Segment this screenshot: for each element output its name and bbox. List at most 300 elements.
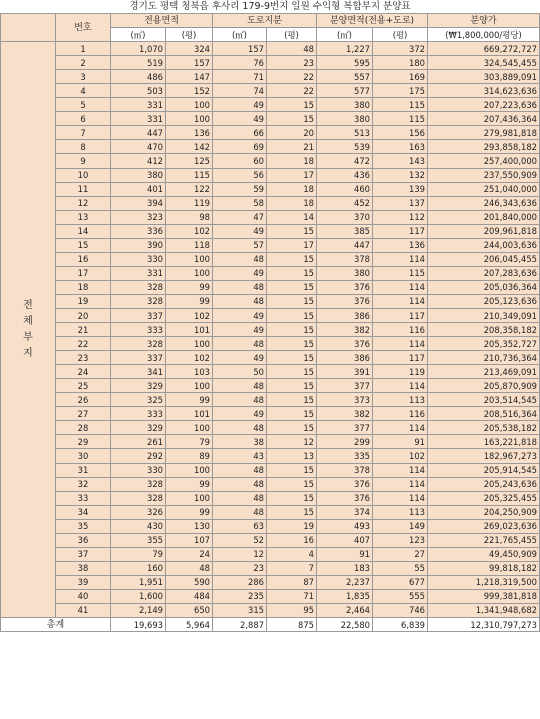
table-row <box>1 603 540 617</box>
table-cell: 22 <box>267 84 317 98</box>
table-cell: 669,272,727 <box>428 42 540 56</box>
table-cell: 115 <box>373 266 428 280</box>
row-number: 12 <box>56 196 111 210</box>
table-cell: 55 <box>373 561 428 575</box>
table-cell: 328 <box>111 280 166 294</box>
table-cell: 99 <box>166 505 213 519</box>
table-cell: 1,951 <box>111 575 166 589</box>
unit-m2: (㎡) <box>111 28 166 42</box>
table-cell: 100 <box>166 252 213 266</box>
table-cell: 91 <box>317 547 373 561</box>
table-cell: 314,623,636 <box>428 84 540 98</box>
table-cell: 147 <box>166 70 213 84</box>
table-cell: 123 <box>373 533 428 547</box>
table-row <box>1 547 540 561</box>
row-number: 41 <box>56 603 111 617</box>
table-row <box>1 98 540 112</box>
table-row <box>1 196 540 210</box>
table-cell: 113 <box>373 505 428 519</box>
table-cell: 60 <box>213 154 267 168</box>
total-label: 총계 <box>1 618 111 632</box>
table-cell: 18 <box>267 196 317 210</box>
table-row <box>1 505 540 519</box>
table-cell: 299 <box>317 435 373 449</box>
table-cell: 114 <box>373 491 428 505</box>
table-cell: 15 <box>267 112 317 126</box>
total-cell: 6,839 <box>373 618 428 632</box>
table-cell: 257,400,000 <box>428 154 540 168</box>
unit-m2: (㎡) <box>317 28 373 42</box>
row-number: 27 <box>56 407 111 421</box>
row-number: 2 <box>56 56 111 70</box>
table-row <box>1 42 540 56</box>
row-number: 35 <box>56 519 111 533</box>
table-cell: 49 <box>213 323 267 337</box>
table-cell: 401 <box>111 182 166 196</box>
table-row <box>1 84 540 98</box>
table-row <box>1 294 540 308</box>
table-row <box>1 407 540 421</box>
table-cell: 107 <box>166 533 213 547</box>
table-cell: 17 <box>267 168 317 182</box>
table-cell: 116 <box>373 323 428 337</box>
table-cell: 235 <box>213 589 267 603</box>
table-cell: 15 <box>267 491 317 505</box>
table-cell: 119 <box>166 196 213 210</box>
table-cell: 447 <box>111 126 166 140</box>
table-cell: 103 <box>166 365 213 379</box>
total-row <box>1 618 540 632</box>
table-cell: 163,221,818 <box>428 435 540 449</box>
table-row <box>1 463 540 477</box>
table-cell: 117 <box>373 224 428 238</box>
row-number: 1 <box>56 42 111 56</box>
table-row <box>1 519 540 533</box>
row-number: 8 <box>56 140 111 154</box>
table-cell: 12 <box>213 547 267 561</box>
table-cell: 114 <box>373 337 428 351</box>
table-cell: 394 <box>111 196 166 210</box>
table-cell: 380 <box>317 98 373 112</box>
table-row <box>1 365 540 379</box>
table-cell: 407 <box>317 533 373 547</box>
row-number: 30 <box>56 449 111 463</box>
table-cell: 91 <box>373 435 428 449</box>
table-row <box>1 561 540 575</box>
table-cell: 101 <box>166 407 213 421</box>
table-cell: 333 <box>111 407 166 421</box>
table-cell: 1,218,319,500 <box>428 575 540 589</box>
table-row <box>1 112 540 126</box>
table-row <box>1 435 540 449</box>
table-cell: 49 <box>213 224 267 238</box>
table-cell: 205,243,636 <box>428 477 540 491</box>
table-cell: 22 <box>267 70 317 84</box>
table-cell: 746 <box>373 603 428 617</box>
table-cell: 136 <box>166 126 213 140</box>
table-cell: 99 <box>166 294 213 308</box>
table-cell: 386 <box>317 351 373 365</box>
table-cell: 48 <box>213 477 267 491</box>
table-cell: 1,341,948,682 <box>428 603 540 617</box>
table-cell: 378 <box>317 252 373 266</box>
table-cell: 49,450,909 <box>428 547 540 561</box>
table-cell: 15 <box>267 477 317 491</box>
table-cell: 329 <box>111 421 166 435</box>
side-label: 전 체 부 지 <box>1 42 56 618</box>
table-cell: 204,250,909 <box>428 505 540 519</box>
table-cell: 71 <box>213 70 267 84</box>
row-number: 5 <box>56 98 111 112</box>
table-cell: 336 <box>111 224 166 238</box>
table-cell: 49 <box>213 407 267 421</box>
table-cell: 460 <box>317 182 373 196</box>
table-cell: 49 <box>213 308 267 322</box>
row-number: 21 <box>56 323 111 337</box>
table-cell: 100 <box>166 98 213 112</box>
table-row <box>1 351 540 365</box>
table-cell: 213,469,091 <box>428 365 540 379</box>
table-cell: 89 <box>166 449 213 463</box>
table-cell: 303,889,091 <box>428 70 540 84</box>
table-cell: 49 <box>213 266 267 280</box>
table-row <box>1 379 540 393</box>
table-cell: 139 <box>373 182 428 196</box>
table-cell: 48 <box>213 505 267 519</box>
table-row <box>1 266 540 280</box>
table-cell: 160 <box>111 561 166 575</box>
table-cell: 208,516,364 <box>428 407 540 421</box>
table-cell: 331 <box>111 98 166 112</box>
table-cell: 436 <box>317 168 373 182</box>
table-cell: 15 <box>267 379 317 393</box>
table-cell: 15 <box>267 280 317 294</box>
row-number: 28 <box>56 421 111 435</box>
table-row <box>1 575 540 589</box>
table-cell: 206,045,455 <box>428 252 540 266</box>
table-cell: 48 <box>213 393 267 407</box>
table-cell: 373 <box>317 393 373 407</box>
table-cell: 203,514,545 <box>428 393 540 407</box>
row-number: 40 <box>56 589 111 603</box>
total-cell: 22,580 <box>317 618 373 632</box>
table-cell: 999,381,818 <box>428 589 540 603</box>
table-cell: 175 <box>373 84 428 98</box>
table-cell: 101 <box>166 323 213 337</box>
table-cell: 114 <box>373 379 428 393</box>
table-cell: 156 <box>373 126 428 140</box>
table-row <box>1 210 540 224</box>
table-cell: 136 <box>373 238 428 252</box>
row-number: 13 <box>56 210 111 224</box>
row-number: 16 <box>56 252 111 266</box>
table-cell: 100 <box>166 463 213 477</box>
table-cell: 100 <box>166 337 213 351</box>
table-cell: 15 <box>267 337 317 351</box>
unit-pyeong: (평) <box>267 28 317 42</box>
table-row <box>1 393 540 407</box>
table-cell: 539 <box>317 140 373 154</box>
table-cell: 15 <box>267 294 317 308</box>
table-cell: 205,036,364 <box>428 280 540 294</box>
table-cell: 380 <box>111 168 166 182</box>
table-cell: 19 <box>267 519 317 533</box>
table-cell: 555 <box>373 589 428 603</box>
table-cell: 207,436,364 <box>428 112 540 126</box>
table-cell: 292 <box>111 449 166 463</box>
unit-m2: (㎡) <box>213 28 267 42</box>
table-cell: 116 <box>373 407 428 421</box>
table-cell: 324 <box>166 42 213 56</box>
header-corner <box>1 14 56 42</box>
table-cell: 122 <box>166 182 213 196</box>
table-row <box>1 589 540 603</box>
table-cell: 152 <box>166 84 213 98</box>
table-row <box>1 56 540 70</box>
table-cell: 326 <box>111 505 166 519</box>
table-cell: 137 <box>373 196 428 210</box>
table-cell: 484 <box>166 589 213 603</box>
table-cell: 513 <box>317 126 373 140</box>
table-cell: 355 <box>111 533 166 547</box>
table-cell: 142 <box>166 140 213 154</box>
table-cell: 50 <box>213 365 267 379</box>
table-cell: 48 <box>213 491 267 505</box>
table-cell: 38 <box>213 435 267 449</box>
table-cell: 209,961,818 <box>428 224 540 238</box>
row-number: 20 <box>56 308 111 322</box>
table-cell: 47 <box>213 210 267 224</box>
table-cell: 48 <box>213 252 267 266</box>
table-cell: 447 <box>317 238 373 252</box>
table-cell: 100 <box>166 421 213 435</box>
table-cell: 4 <box>267 547 317 561</box>
table-cell: 324,545,455 <box>428 56 540 70</box>
table-cell: 331 <box>111 112 166 126</box>
table-cell: 328 <box>111 491 166 505</box>
table-cell: 117 <box>373 308 428 322</box>
table-cell: 117 <box>373 351 428 365</box>
table-cell: 205,538,182 <box>428 421 540 435</box>
table-cell: 15 <box>267 407 317 421</box>
table-cell: 377 <box>317 379 373 393</box>
row-number: 22 <box>56 337 111 351</box>
total-cell: 875 <box>267 618 317 632</box>
header-number: 번호 <box>56 14 111 42</box>
table-cell: 269,023,636 <box>428 519 540 533</box>
unit-pyeong: (평) <box>373 28 428 42</box>
table-cell: 23 <box>213 561 267 575</box>
table-cell: 132 <box>373 168 428 182</box>
table-row <box>1 280 540 294</box>
table-cell: 15 <box>267 365 317 379</box>
table-cell: 48 <box>166 561 213 575</box>
table-cell: 15 <box>267 323 317 337</box>
header-sale-area: 분양면적(전용+도로) <box>317 14 428 28</box>
table-cell: 210,349,091 <box>428 308 540 322</box>
table-cell: 182,967,273 <box>428 449 540 463</box>
table-cell: 7 <box>267 561 317 575</box>
unit-price: (₩1,800,000/평당) <box>428 28 540 42</box>
table-cell: 48 <box>267 42 317 56</box>
table-cell: 115 <box>373 98 428 112</box>
table-cell: 390 <box>111 238 166 252</box>
table-cell: 100 <box>166 491 213 505</box>
table-cell: 370 <box>317 210 373 224</box>
table-cell: 100 <box>166 112 213 126</box>
table-cell: 18 <box>267 154 317 168</box>
table-cell: 2,464 <box>317 603 373 617</box>
table-cell: 2,237 <box>317 575 373 589</box>
table-cell: 48 <box>213 337 267 351</box>
header-road-share: 도로지분 <box>213 14 317 28</box>
table-cell: 330 <box>111 252 166 266</box>
table-cell: 1,600 <box>111 589 166 603</box>
table-cell: 391 <box>317 365 373 379</box>
table-cell: 1,227 <box>317 42 373 56</box>
table-cell: 183 <box>317 561 373 575</box>
row-number: 4 <box>56 84 111 98</box>
table-cell: 98 <box>166 210 213 224</box>
table-cell: 205,914,545 <box>428 463 540 477</box>
table-cell: 23 <box>267 56 317 70</box>
table-cell: 341 <box>111 365 166 379</box>
table-cell: 14 <box>267 210 317 224</box>
table-cell: 24 <box>166 547 213 561</box>
table-cell: 378 <box>317 463 373 477</box>
table-row <box>1 182 540 196</box>
table-cell: 114 <box>373 294 428 308</box>
table-cell: 15 <box>267 351 317 365</box>
table-cell: 102 <box>166 351 213 365</box>
table-cell: 69 <box>213 140 267 154</box>
table-cell: 331 <box>111 266 166 280</box>
row-number: 33 <box>56 491 111 505</box>
table-cell: 48 <box>213 294 267 308</box>
table-cell: 207,283,636 <box>428 266 540 280</box>
table-cell: 376 <box>317 337 373 351</box>
row-number: 14 <box>56 224 111 238</box>
table-cell: 221,765,455 <box>428 533 540 547</box>
table-cell: 48 <box>213 463 267 477</box>
table-cell: 386 <box>317 308 373 322</box>
table-cell: 323 <box>111 210 166 224</box>
row-number: 36 <box>56 533 111 547</box>
table-cell: 118 <box>166 238 213 252</box>
table-row <box>1 491 540 505</box>
table-cell: 102 <box>373 449 428 463</box>
table-cell: 52 <box>213 533 267 547</box>
total-cell: 5,964 <box>166 618 213 632</box>
row-number: 31 <box>56 463 111 477</box>
table-cell: 79 <box>166 435 213 449</box>
table-cell: 114 <box>373 421 428 435</box>
table-cell: 157 <box>213 42 267 56</box>
header-sale-price: 분양가 <box>428 14 540 28</box>
table-cell: 100 <box>166 379 213 393</box>
table-cell: 650 <box>166 603 213 617</box>
table-cell: 382 <box>317 407 373 421</box>
row-number: 6 <box>56 112 111 126</box>
table-cell: 1,835 <box>317 589 373 603</box>
table-cell: 27 <box>373 547 428 561</box>
table-cell: 328 <box>111 294 166 308</box>
table-row <box>1 224 540 238</box>
table-row <box>1 533 540 547</box>
table-title: 경기도 평택 청북읍 후사리 179-9번지 일원 수익형 복합부지 분양표 <box>129 1 411 12</box>
table-row <box>1 421 540 435</box>
table-cell: 333 <box>111 323 166 337</box>
table-cell: 376 <box>317 280 373 294</box>
table-cell: 49 <box>213 112 267 126</box>
table-cell: 207,223,636 <box>428 98 540 112</box>
table-cell: 114 <box>373 280 428 294</box>
table-cell: 114 <box>373 477 428 491</box>
table-cell: 15 <box>267 252 317 266</box>
table-cell: 557 <box>317 70 373 84</box>
table-cell: 180 <box>373 56 428 70</box>
table-cell: 382 <box>317 323 373 337</box>
table-cell: 503 <box>111 84 166 98</box>
table-cell: 335 <box>317 449 373 463</box>
table-cell: 99 <box>166 393 213 407</box>
table-cell: 374 <box>317 505 373 519</box>
table-cell: 59 <box>213 182 267 196</box>
table-cell: 376 <box>317 477 373 491</box>
table-cell: 43 <box>213 449 267 463</box>
table-cell: 66 <box>213 126 267 140</box>
table-cell: 76 <box>213 56 267 70</box>
table-cell: 13 <box>267 449 317 463</box>
header-exclusive-area: 전용면적 <box>111 14 213 28</box>
table-cell: 244,003,636 <box>428 238 540 252</box>
table-cell: 112 <box>373 210 428 224</box>
table-cell: 17 <box>267 238 317 252</box>
table-cell: 328 <box>111 477 166 491</box>
table-cell: 315 <box>213 603 267 617</box>
table-cell: 286 <box>213 575 267 589</box>
table-cell: 18 <box>267 182 317 196</box>
table-cell: 71 <box>267 589 317 603</box>
table-cell: 163 <box>373 140 428 154</box>
table-cell: 293,858,182 <box>428 140 540 154</box>
table-row <box>1 168 540 182</box>
table-cell: 119 <box>373 365 428 379</box>
table-cell: 15 <box>267 308 317 322</box>
table-cell: 1,070 <box>111 42 166 56</box>
table-cell: 99 <box>166 477 213 491</box>
table-cell: 380 <box>317 112 373 126</box>
table-cell: 261 <box>111 435 166 449</box>
table-cell: 143 <box>373 154 428 168</box>
row-number: 17 <box>56 266 111 280</box>
row-number: 32 <box>56 477 111 491</box>
table-cell: 114 <box>373 252 428 266</box>
table-cell: 205,325,455 <box>428 491 540 505</box>
table-cell: 493 <box>317 519 373 533</box>
table-cell: 57 <box>213 238 267 252</box>
table-cell: 201,840,000 <box>428 210 540 224</box>
table-row <box>1 238 540 252</box>
row-number: 24 <box>56 365 111 379</box>
row-number: 25 <box>56 379 111 393</box>
row-number: 9 <box>56 154 111 168</box>
table-cell: 376 <box>317 491 373 505</box>
table-cell: 149 <box>373 519 428 533</box>
unit-pyeong: (평) <box>166 28 213 42</box>
table-cell: 48 <box>213 280 267 294</box>
table-cell: 337 <box>111 351 166 365</box>
